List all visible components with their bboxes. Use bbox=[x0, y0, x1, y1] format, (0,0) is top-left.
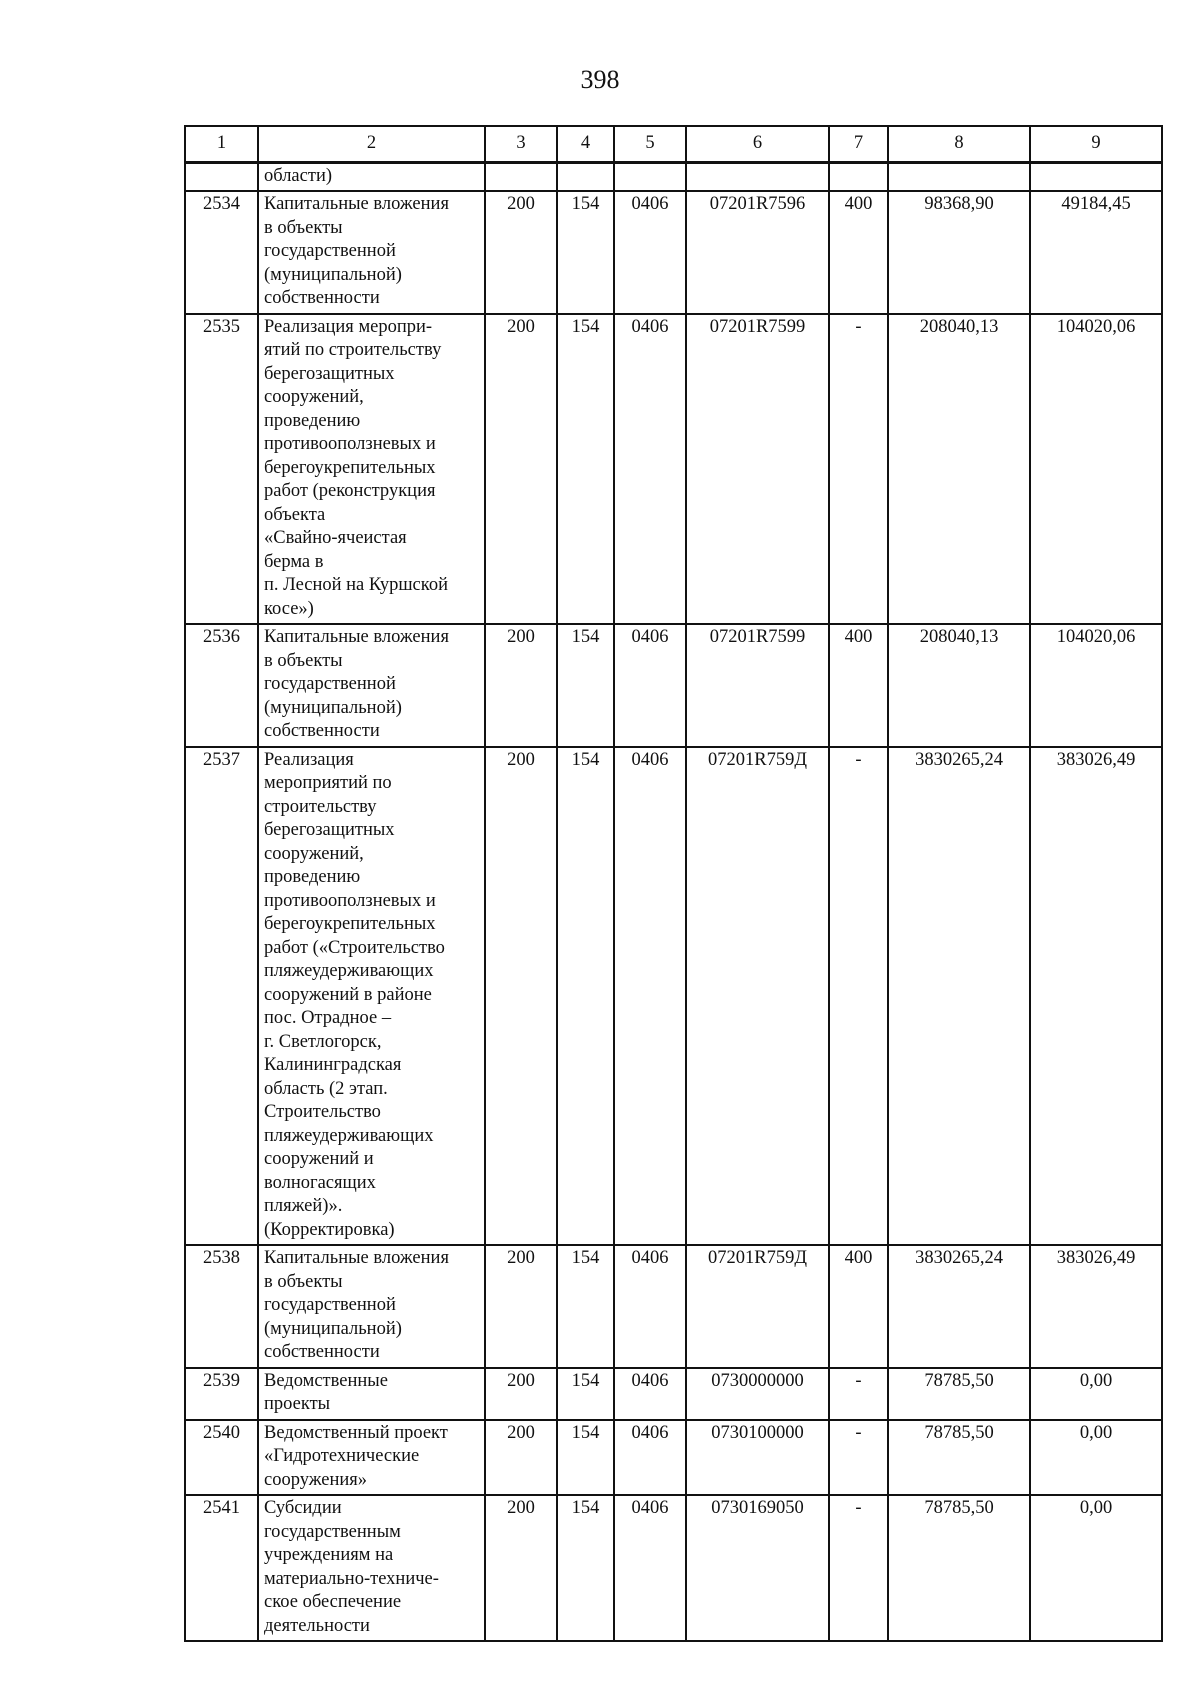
amount-col-8: 3830265,24 bbox=[888, 1245, 1030, 1368]
code-col-7: - bbox=[829, 1368, 888, 1420]
row-number: 2539 bbox=[185, 1368, 258, 1420]
table-row bbox=[185, 747, 1162, 1246]
code-col-3: 200 bbox=[485, 1495, 557, 1641]
amount-col-9: 104020,06 bbox=[1030, 624, 1162, 747]
table-row bbox=[185, 162, 1162, 191]
code-col-4: 154 bbox=[557, 1495, 614, 1641]
amount-col-8: 208040,13 bbox=[888, 624, 1030, 747]
column-header: 6 bbox=[686, 126, 829, 162]
table-header bbox=[185, 126, 1162, 162]
code-col-5: 0406 bbox=[614, 314, 686, 625]
column-header: 1 bbox=[185, 126, 258, 162]
code-col-5: 0406 bbox=[614, 1245, 686, 1368]
page-number: 398 bbox=[580, 65, 620, 94]
row-name: Ведомственные проекты bbox=[258, 1368, 485, 1420]
code-col-3: 200 bbox=[485, 314, 557, 625]
code-col-5: 0406 bbox=[614, 1368, 686, 1420]
row-name: Капитальные вложения в объекты государственной (муниципальной) собственности bbox=[258, 191, 485, 314]
code-col-7: - bbox=[829, 1495, 888, 1641]
row-name: Ведомственный проект «Гидротехнические сооружения» bbox=[258, 1420, 485, 1496]
table-row bbox=[185, 191, 1162, 314]
code-col-4: 154 bbox=[557, 747, 614, 1246]
code-col-6: 0730100000 bbox=[686, 1420, 829, 1496]
code-col-5: 0406 bbox=[614, 747, 686, 1246]
amount-col-9: 0,00 bbox=[1030, 1495, 1162, 1641]
code-col-4: 154 bbox=[557, 1245, 614, 1368]
amount-col-9: 383026,49 bbox=[1030, 747, 1162, 1246]
table-row bbox=[185, 1368, 1162, 1420]
column-header: 5 bbox=[614, 126, 686, 162]
code-col-6 bbox=[686, 162, 829, 191]
amount-col-8 bbox=[888, 162, 1030, 191]
column-header: 3 bbox=[485, 126, 557, 162]
code-col-3 bbox=[485, 162, 557, 191]
code-col-4: 154 bbox=[557, 1420, 614, 1496]
code-col-6: 07201R7599 bbox=[686, 314, 829, 625]
column-header: 4 bbox=[557, 126, 614, 162]
code-col-5: 0406 bbox=[614, 191, 686, 314]
code-col-4: 154 bbox=[557, 1368, 614, 1420]
row-name: Субсидии государственным учреждениям на материально-техниче- ское обеспечение деятельности bbox=[258, 1495, 485, 1641]
row-name: Реализация меропри- ятий по строительству берегозащитных сооружений, проведению противооползневых и берегоукрепительных работ (реконструкция объекта «Свайно-ячеистая берма в п. Лесной на Куршской косе») bbox=[258, 314, 485, 625]
code-col-7: 400 bbox=[829, 1245, 888, 1368]
amount-col-8: 78785,50 bbox=[888, 1495, 1030, 1641]
column-header: 7 bbox=[829, 126, 888, 162]
code-col-6: 0730000000 bbox=[686, 1368, 829, 1420]
code-col-3: 200 bbox=[485, 191, 557, 314]
amount-col-8: 3830265,24 bbox=[888, 747, 1030, 1246]
code-col-3: 200 bbox=[485, 747, 557, 1246]
column-header: 2 bbox=[258, 126, 485, 162]
amount-col-9: 0,00 bbox=[1030, 1420, 1162, 1496]
amount-col-8: 98368,90 bbox=[888, 191, 1030, 314]
amount-col-8: 208040,13 bbox=[888, 314, 1030, 625]
code-col-7 bbox=[829, 162, 888, 191]
table-row bbox=[185, 624, 1162, 747]
code-col-5 bbox=[614, 162, 686, 191]
budget-table bbox=[184, 125, 1163, 1642]
amount-col-9: 0,00 bbox=[1030, 1368, 1162, 1420]
code-col-7: - bbox=[829, 747, 888, 1246]
row-number: 2535 bbox=[185, 314, 258, 625]
amount-col-9: 49184,45 bbox=[1030, 191, 1162, 314]
code-col-6: 0730169050 bbox=[686, 1495, 829, 1641]
code-col-5: 0406 bbox=[614, 1420, 686, 1496]
code-col-3: 200 bbox=[485, 1420, 557, 1496]
code-col-6: 07201R7599 bbox=[686, 624, 829, 747]
column-header: 8 bbox=[888, 126, 1030, 162]
code-col-7: - bbox=[829, 314, 888, 625]
row-number: 2537 bbox=[185, 747, 258, 1246]
table-row bbox=[185, 1245, 1162, 1368]
code-col-6: 07201R759Д bbox=[686, 1245, 829, 1368]
table-body bbox=[185, 162, 1162, 1641]
table-row bbox=[185, 314, 1162, 625]
code-col-7: 400 bbox=[829, 191, 888, 314]
code-col-6: 07201R7596 bbox=[686, 191, 829, 314]
amount-col-9 bbox=[1030, 162, 1162, 191]
row-number: 2540 bbox=[185, 1420, 258, 1496]
code-col-4: 154 bbox=[557, 191, 614, 314]
amount-col-8: 78785,50 bbox=[888, 1420, 1030, 1496]
header-row bbox=[185, 126, 1162, 162]
row-number: 2534 bbox=[185, 191, 258, 314]
column-header: 9 bbox=[1030, 126, 1162, 162]
row-number: 2536 bbox=[185, 624, 258, 747]
amount-col-9: 383026,49 bbox=[1030, 1245, 1162, 1368]
row-number bbox=[185, 162, 258, 191]
code-col-3: 200 bbox=[485, 624, 557, 747]
code-col-7: 400 bbox=[829, 624, 888, 747]
code-col-3: 200 bbox=[485, 1245, 557, 1368]
table-row bbox=[185, 1420, 1162, 1496]
row-number: 2541 bbox=[185, 1495, 258, 1641]
code-col-5: 0406 bbox=[614, 1495, 686, 1641]
row-name: области) bbox=[258, 162, 485, 191]
row-name: Реализация мероприятий по строительству берегозащитных сооружений, проведению противооползневых и берегоукрепительных работ («Строительство пляжеудерживающих сооружений в районе пос. Отрадное – г. Светлогорск, Калининградская область (2 этап. Строительство пляжеудерживающих сооружений и волногасящих пляжей)». (Корректировка) bbox=[258, 747, 485, 1246]
row-number: 2538 bbox=[185, 1245, 258, 1368]
table-row bbox=[185, 1495, 1162, 1641]
amount-col-8: 78785,50 bbox=[888, 1368, 1030, 1420]
row-name: Капитальные вложения в объекты государственной (муниципальной) собственности bbox=[258, 624, 485, 747]
row-name: Капитальные вложения в объекты государственной (муниципальной) собственности bbox=[258, 1245, 485, 1368]
code-col-4: 154 bbox=[557, 314, 614, 625]
code-col-4: 154 bbox=[557, 624, 614, 747]
amount-col-9: 104020,06 bbox=[1030, 314, 1162, 625]
code-col-6: 07201R759Д bbox=[686, 747, 829, 1246]
code-col-4 bbox=[557, 162, 614, 191]
code-col-3: 200 bbox=[485, 1368, 557, 1420]
code-col-5: 0406 bbox=[614, 624, 686, 747]
code-col-7: - bbox=[829, 1420, 888, 1496]
